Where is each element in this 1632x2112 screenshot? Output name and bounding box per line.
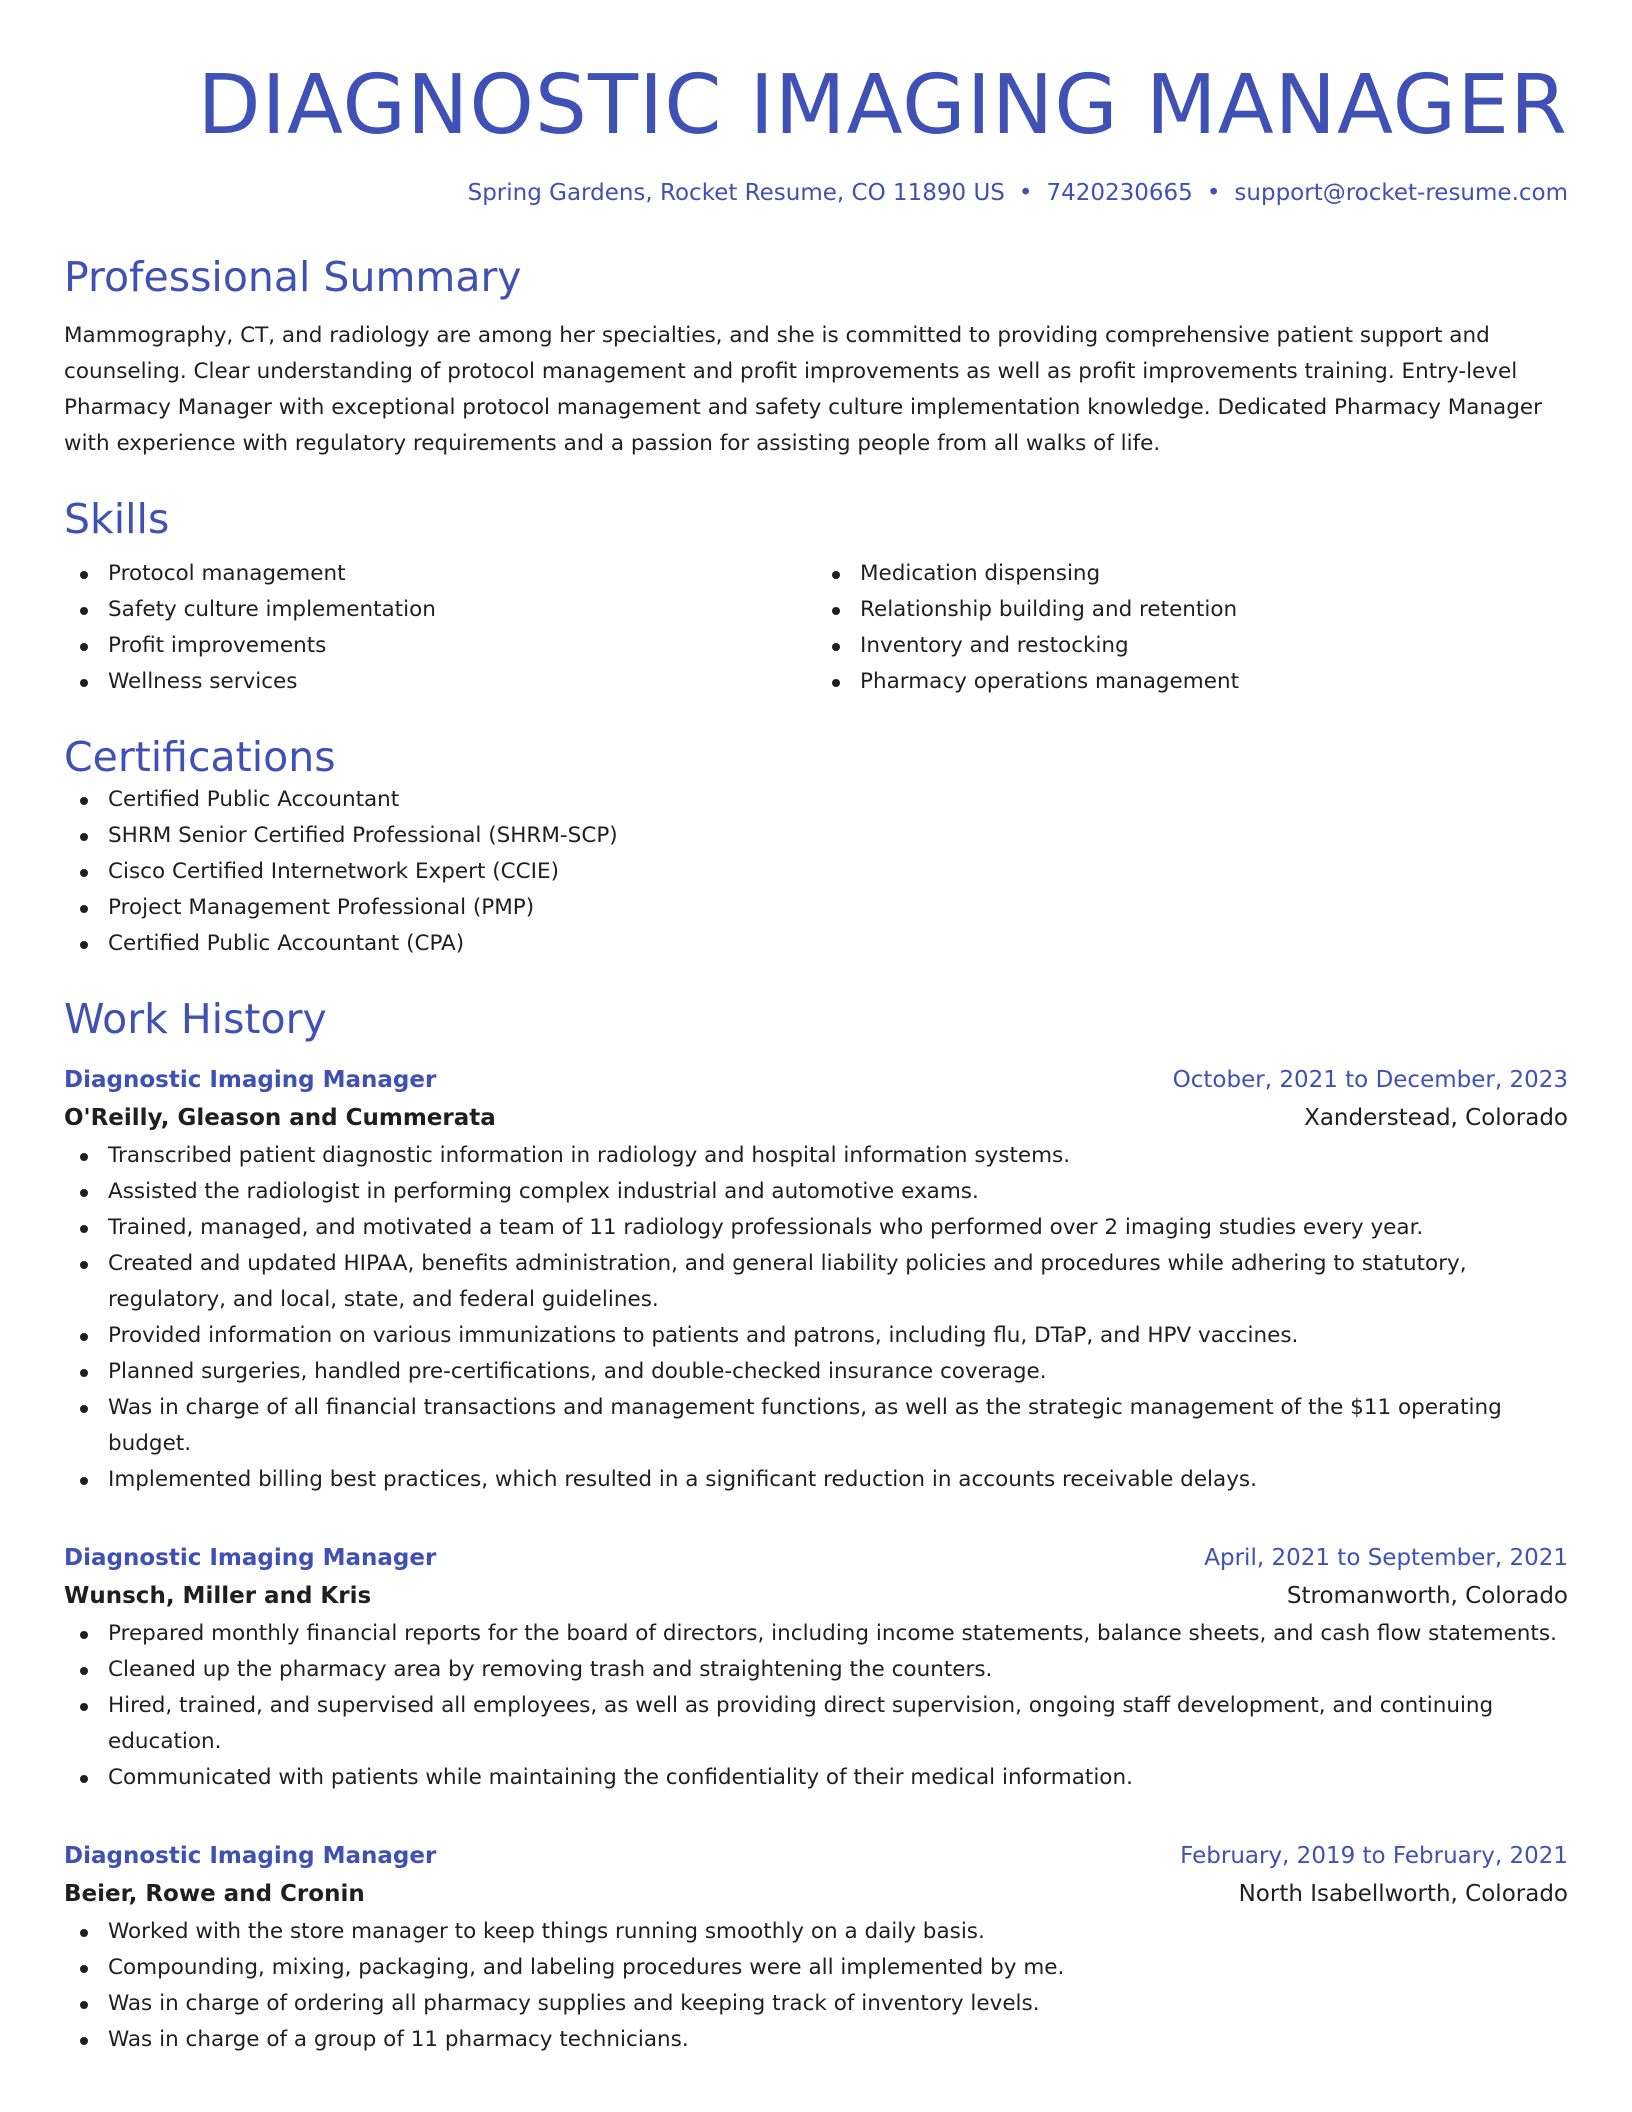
skills-heading: Skills: [64, 495, 170, 543]
job-entry: [64, 1062, 1568, 1498]
job-entry: [64, 1540, 1568, 1796]
job-duty: Implemented billing best practices, which resulted in a significant reduction in accounts receivable delays.: [64, 1462, 1568, 1498]
skills-column-left: [64, 556, 816, 700]
skill-item: Inventory and restocking: [816, 628, 1568, 664]
job-title-row: [64, 1838, 1568, 1874]
skill-item: Safety culture implementation: [64, 592, 816, 628]
skill-item: Profit improvements: [64, 628, 816, 664]
job-duty: Hired, trained, and supervised all employees, as well as providing direct supervision, ongoing staff development, and continuing education.: [64, 1688, 1568, 1760]
job-duty: Provided information on various immunizations to patients and patrons, including flu, DTaP, and HPV vaccines.: [64, 1318, 1568, 1354]
job-location: North Isabellworth, Colorado: [1238, 1881, 1568, 1907]
skill-item: Pharmacy operations management: [816, 664, 1568, 700]
job-location: Stromanworth, Colorado: [1286, 1583, 1568, 1609]
job-duty: Created and updated HIPAA, benefits administration, and general liability policies and procedures while adhering to statutory, regulatory, and local, state, and federal guidelines.: [64, 1246, 1568, 1318]
certification-item: Certified Public Accountant (CPA): [64, 926, 1568, 962]
job-duty: Was in charge of a group of 11 pharmacy technicians.: [64, 2022, 1568, 2058]
job-title-row: [64, 1540, 1568, 1576]
job-title: Diagnostic Imaging Manager: [64, 1545, 437, 1571]
job-duty: Communicated with patients while maintaining the confidentiality of their medical information.: [64, 1760, 1568, 1796]
skills-list: [64, 556, 1568, 700]
work-history-heading: Work History: [64, 995, 327, 1043]
certifications-heading: Certifications: [64, 733, 336, 781]
certification-item: Cisco Certified Internetwork Expert (CCIE): [64, 854, 1568, 890]
job-dates: October, 2021 to December, 2023: [1172, 1067, 1568, 1093]
job-company-row: [64, 1874, 1568, 1914]
job-duty: Worked with the store manager to keep things running smoothly on a daily basis.: [64, 1914, 1568, 1950]
job-duty: Was in charge of all financial transactions and management functions, as well as the strategic management of the $11 operating budget.: [64, 1390, 1568, 1462]
job-duty: Trained, managed, and motivated a team of 11 radiology professionals who performed over 2 imaging studies every year.: [64, 1210, 1568, 1246]
job-duty: Was in charge of ordering all pharmacy supplies and keeping track of inventory levels.: [64, 1986, 1568, 2022]
job-duty: Compounding, mixing, packaging, and labeling procedures were all implemented by me.: [64, 1950, 1568, 1986]
contact-address: Spring Gardens, Rocket Resume, CO 11890 US: [467, 180, 1005, 206]
job-duty: Prepared monthly financial reports for the board of directors, including income statements, balance sheets, and cash flow statements.: [64, 1616, 1568, 1652]
job-dates: April, 2021 to September, 2021: [1204, 1545, 1568, 1571]
job-title: Diagnostic Imaging Manager: [64, 1067, 437, 1093]
job-duties-list: [64, 1616, 1568, 1796]
job-duty: Planned surgeries, handled pre-certifications, and double-checked insurance coverage.: [64, 1354, 1568, 1390]
summary-text: Mammography, CT, and radiology are among her specialties, and she is committed to providing comprehensive patient support and counseling. Clear understanding of protocol management and profit improvements as well as profit improvements training. Entry-level Pharmacy Manager with exceptional protocol management and safety culture implementation knowledge. Dedicated Pharmacy Manager with experience with regulatory requirements and a passion for assisting people from all walks of life.: [64, 323, 1542, 456]
contact-line: [64, 178, 1568, 208]
job-duty: Assisted the radiologist in performing complex industrial and automotive exams.: [64, 1174, 1568, 1210]
summary-heading: Professional Summary: [64, 253, 522, 301]
skills-column-right: [816, 556, 1568, 700]
job-company-row: [64, 1098, 1568, 1138]
job-entry: [64, 1838, 1568, 2058]
job-duty: Transcribed patient diagnostic information in radiology and hospital information systems.: [64, 1138, 1568, 1174]
job-company: O'Reilly, Gleason and Cummerata: [64, 1105, 496, 1131]
job-dates: February, 2019 to February, 2021: [1180, 1843, 1568, 1869]
candidate-title: DIAGNOSTIC IMAGING MANAGER: [197, 58, 1568, 153]
job-title: Diagnostic Imaging Manager: [64, 1843, 437, 1869]
skill-item: Wellness services: [64, 664, 816, 700]
job-company-row: [64, 1576, 1568, 1616]
contact-separator: •: [1018, 180, 1033, 206]
job-company: Beier, Rowe and Cronin: [64, 1881, 365, 1907]
contact-phone: 7420230665: [1046, 180, 1193, 206]
job-duties-list: [64, 1138, 1568, 1498]
job-duty: Cleaned up the pharmacy area by removing trash and straightening the counters.: [64, 1652, 1568, 1688]
certification-item: SHRM Senior Certified Professional (SHRM-SCP): [64, 818, 1568, 854]
contact-separator: •: [1206, 180, 1221, 206]
resume-header: [64, 56, 1568, 208]
job-location: Xanderstead, Colorado: [1304, 1105, 1568, 1131]
job-duties-list: [64, 1914, 1568, 2058]
contact-email: support@rocket-resume.com: [1234, 180, 1568, 206]
skill-item: Medication dispensing: [816, 556, 1568, 592]
job-title-row: [64, 1062, 1568, 1098]
skill-item: Protocol management: [64, 556, 816, 592]
certifications-list: [64, 782, 1568, 962]
job-company: Wunsch, Miller and Kris: [64, 1583, 372, 1609]
certification-item: Project Management Professional (PMP): [64, 890, 1568, 926]
certification-item: Certified Public Accountant: [64, 782, 1568, 818]
skill-item: Relationship building and retention: [816, 592, 1568, 628]
